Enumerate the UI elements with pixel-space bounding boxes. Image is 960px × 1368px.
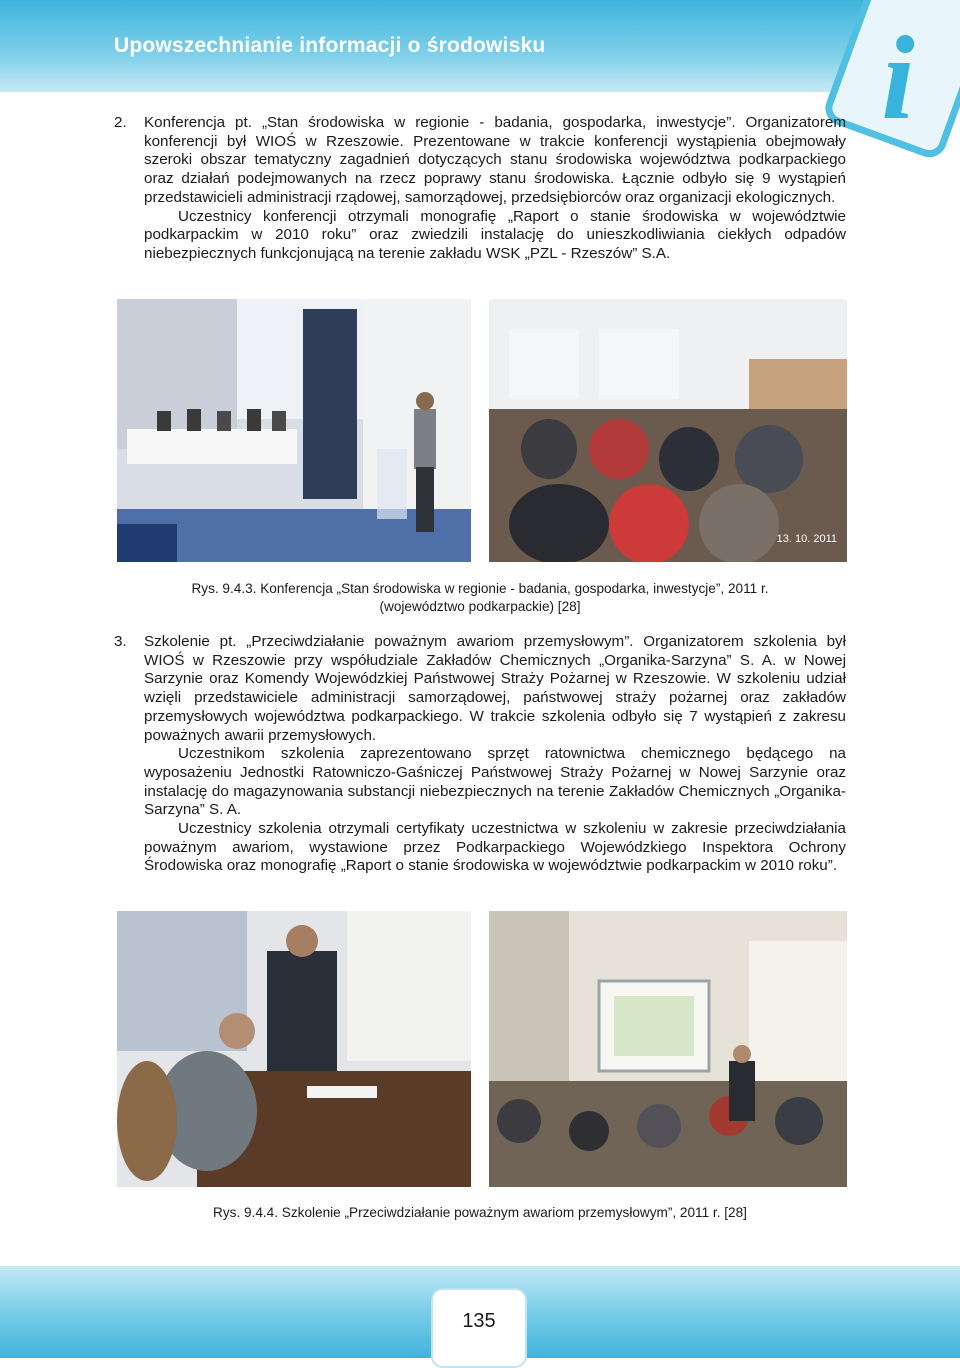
caption-line: (województwo podkarpackie) [28] — [379, 599, 581, 614]
figure-caption-9-4-3 — [120, 580, 840, 616]
page-header-title: Upowszechnianie informacji o środowisku — [114, 34, 546, 57]
caption-line: Rys. 9.4.3. Konferencja „Stan środowiska w regionie - badania, gospodarka, inwestycje”, 2011 r. — [191, 581, 769, 596]
list-number-3: 3. — [114, 633, 127, 650]
list-number-2: 2. — [114, 114, 127, 131]
paragraph: Uczestnicy konferencji otrzymali monografię „Raport o stanie środowiska w województwie podkarpackim w 2010 roku” oraz zwiedzili instalację do unieszkodliwiania ciekłych odpadów niebezpiecznych funkcjonującą na terenie zakładu WSK „PZL - Rzeszów” S.A. — [144, 207, 846, 262]
page-number: 135 — [462, 1310, 496, 1332]
section-2-text — [144, 114, 846, 264]
section-3-text — [144, 633, 846, 876]
paragraph: Uczestnicy szkolenia otrzymali certyfikaty uczestnictwa w szkoleniu w zakresie przeciwdziałania poważnym awariom, wystawione przez Podkarpackiego Wojewódzkiego Inspektora Ochrony Środowiska oraz monografię „Raport o stanie środowiska w województwie podkarpackim w 2010 roku”. — [144, 820, 846, 875]
conference-audience-photo — [489, 299, 847, 562]
paragraph: Szkolenie pt. „Przeciwdziałanie poważnym awariom przemysłowym”. Organizatorem szkolenia był WIOŚ w Rzeszowie przy współudziale Zakładów Chemicznych „Organika-Sarzyna” S. A. w Nowej Sarzynie oraz Komendy Wojewódzkiej Państwowej Straży Pożarnej w Rzeszowie. W szkoleniu udział wzięli przedstawiciele administracji samorządowej, państwowej straży pożarnej oraz zakładów przemysłowych województwa podkarpackiego. W trakcie szkolenia odbyło się 7 wystąpień z zakresu poważnych awarii przemysłowych. — [144, 633, 846, 744]
training-speaker-photo — [117, 911, 471, 1187]
figure-caption-9-4-4: Rys. 9.4.4. Szkolenie „Przeciwdziałanie poważnym awariom przemysłowym”, 2011 r. [28] — [213, 1205, 747, 1220]
training-audience-photo — [489, 911, 847, 1187]
paragraph: Uczestnikom szkolenia zaprezentowano sprzęt ratownictwa chemicznego będącego na wyposażeniu Jednostki Ratowniczo-Gaśniczej Państwowej Straży Pożarnej w Nowej Sarzynie oraz instalację do magazynowania substancji niebezpiecznych na terenie Zakładów Chemicznych „Organika-Sarzyna” S. A. — [144, 745, 846, 819]
conference-speaker-photo — [117, 299, 471, 562]
photo-date-stamp: 13. 10. 2011 — [776, 533, 837, 545]
paragraph: Konferencja pt. „Stan środowiska w regionie - badania, gospodarka, inwestycje”. Organizatorem konferencji był WIOŚ w Rzeszowie. Prezentowane w trakcie konferencji wystąpienia obejmowały szeroki obszar tematyczny zagadnień dotyczących stanu środowiska województwa podkarpackiego oraz działań podejmowanych na rzecz poprawy stanu środowiska. Łącznie odbyło się 9 wystąpień przedstawicieli administracji rządowej, samorządowej, przedsiębiorców oraz organizacji ekologicznych. — [144, 114, 846, 206]
info-letter: i — [881, 11, 915, 144]
